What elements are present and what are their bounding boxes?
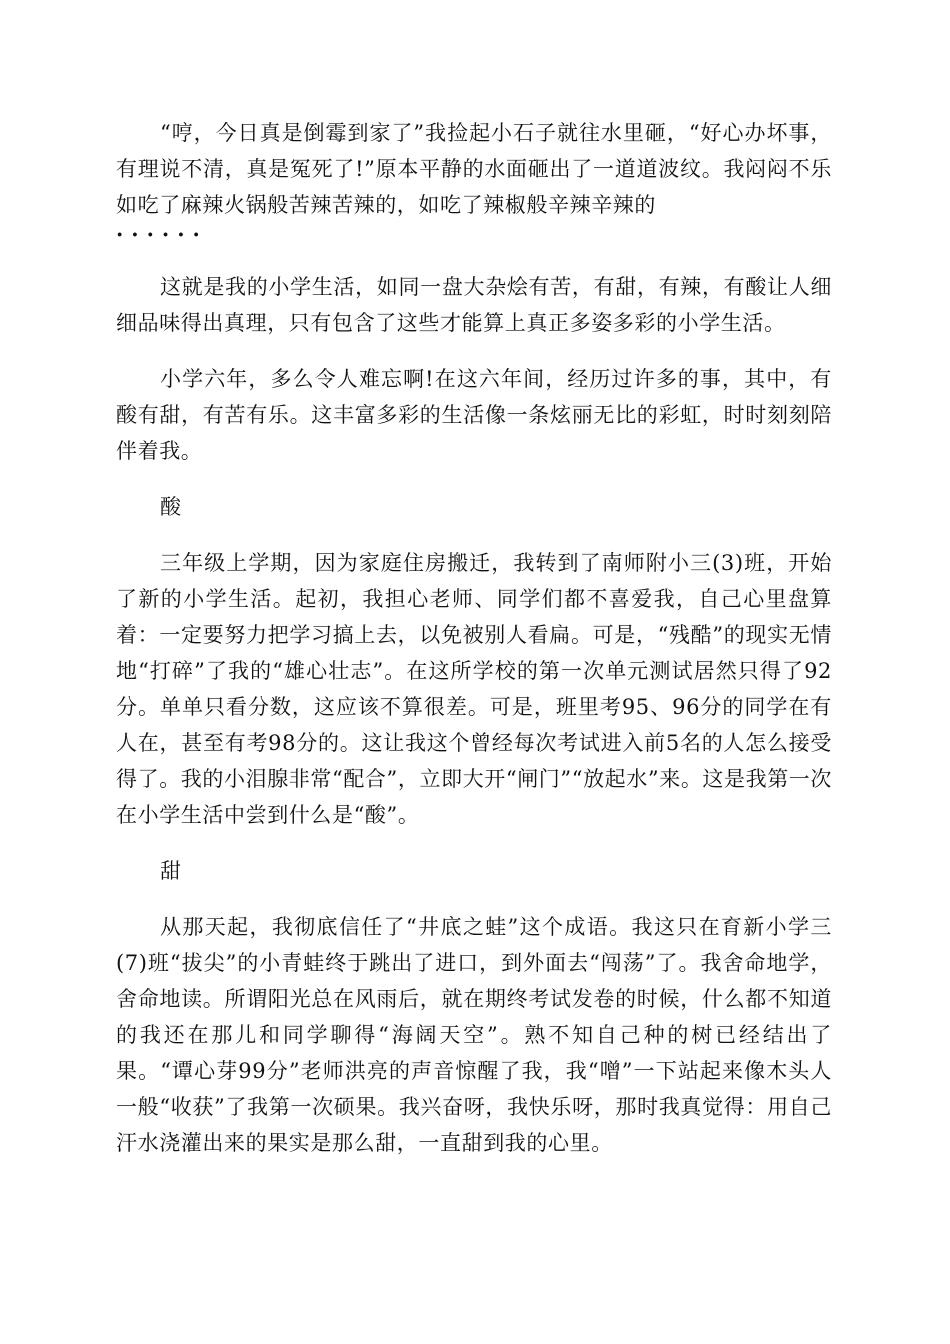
paragraph-stone-throwing: “哼，今日真是倒霉到家了”我捡起小石子就往水里砸，“好心办坏事，有理说不清，真是冤死了!”原本平静的水面砸出了一道道波纹。我闷闷不乐如吃了麻辣火锅般苦辣苦辣的，如吃了辣椒般辛辣辛辣的 [116,121,832,217]
section-heading-sweet: 甜 [160,859,181,883]
paragraph-sour: 三年级上学期，因为家庭住房搬迁，我转到了南师附小三(3)班，开始了新的小学生活。起初，我担心老师、同学们都不喜爱我，自己心里盘算着：一定要努力把学习搞上去，以免被别人看扁。可是，“残酷”的现实无情地“打碎”了我的“雄心壮志”。在这所学校的第一次单元测试居然只得了92分。单单只看分数，这应该不算很差。可是，班里考95、96分的同学在有人在，甚至有考98分的。这让我这个曾经每次考试进入前5名的人怎么接受得了。我的小泪腺非常“配合”，立即大开“闸门”“放起水”来。这是我第一次在小学生活中尝到什么是“酸”。 [116,551,833,827]
ellipsis-dots: ······ [116,222,208,247]
paragraph-summary: 这就是我的小学生活，如同一盘大杂烩有苦，有甜，有辣，有酸让人细细品味得出真理，只有包含了这些才能算上真正多姿多彩的小学生活。 [116,275,832,335]
paragraph-six-years: 小学六年，多么令人难忘啊!在这六年间，经历过许多的事，其中，有酸有甜，有苦有乐。这丰富多彩的生活像一条炫丽无比的彩虹，时时刻刻陪伴着我。 [116,367,832,463]
document-body [116,115,832,1161]
section-heading-sour: 酸 [160,495,181,519]
paragraph-sweet: 从那天起，我彻底信任了“井底之蛙”这个成语。我这只在育新小学三(7)班“拔尖”的小青蛙终于跳出了进口，到外面去“闯荡”了。我舍命地学，舍命地读。所谓阳光总在风雨后，就在期终考试发卷的时候，什么都不知道的我还在那儿和同学聊得“海阔天空”。熟不知自己种的树已经结出了果。“谭心芽99分”老师洪亮的声音惊醒了我，我“噌”一下站起来像木头人一般“收获”了我第一次硕果。我兴奋呀，我快乐呀，那时我真觉得：用自己汗水浇灌出来的果实是那么甜，一直甜到我的心里。 [116,915,832,1155]
